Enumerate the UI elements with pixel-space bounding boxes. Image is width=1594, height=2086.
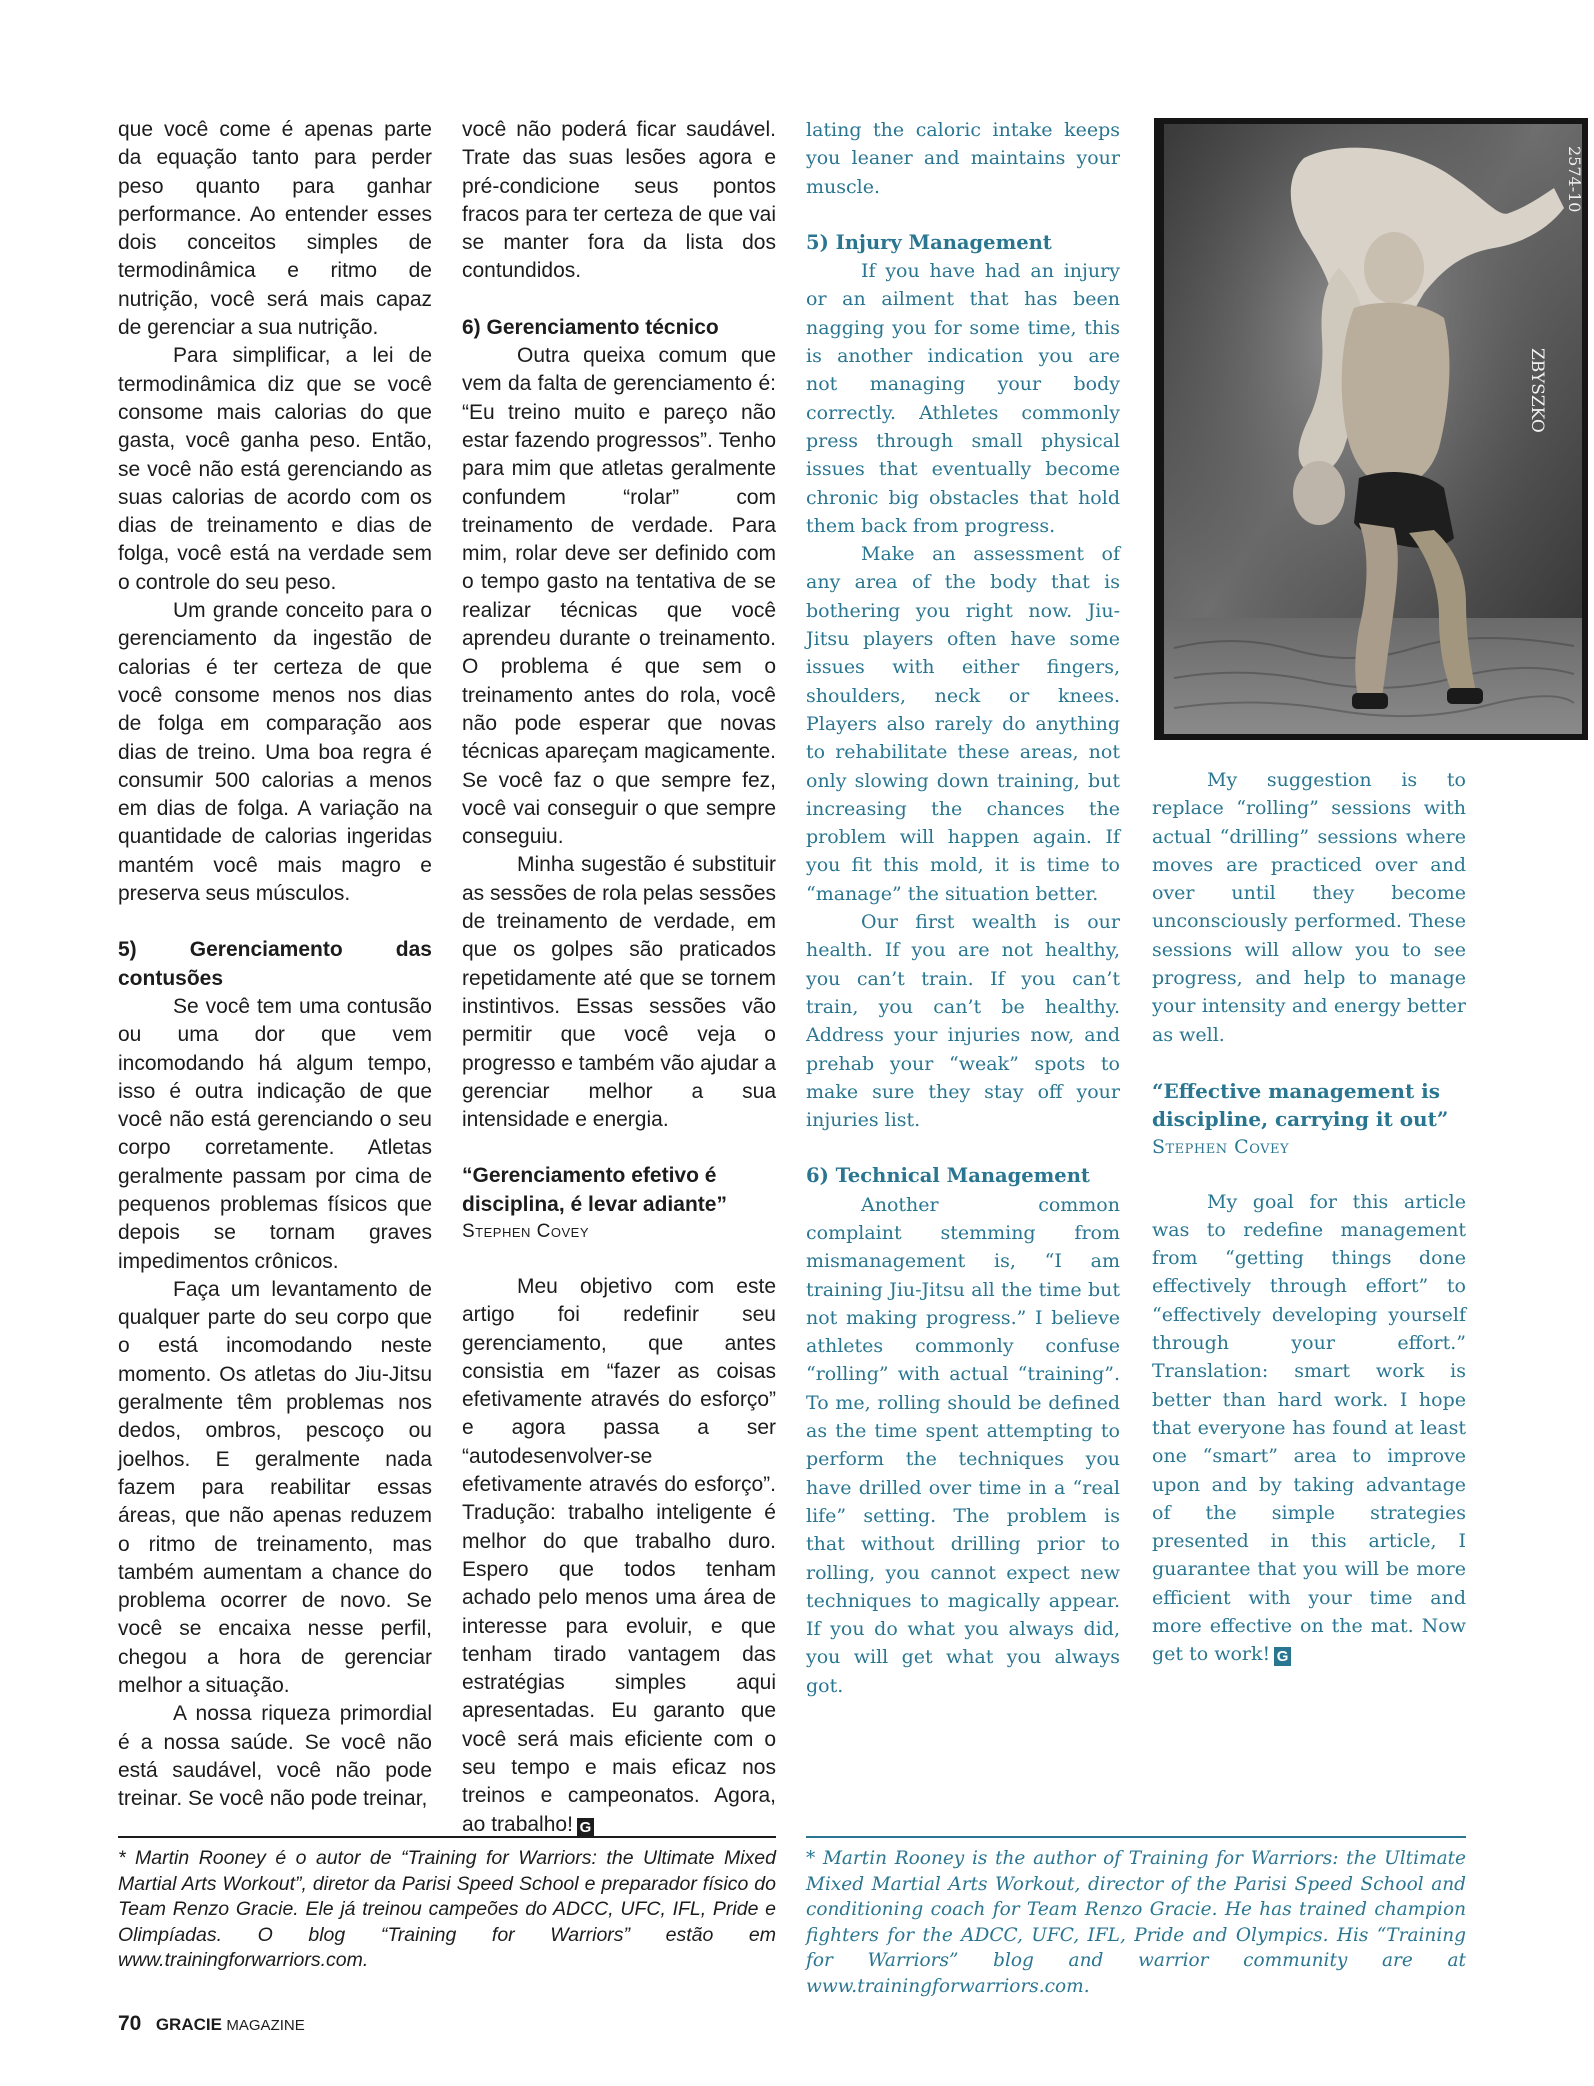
section-heading-injury-pt: 5) Gerenciamento das contusões xyxy=(118,938,432,990)
paragraph-text: My goal for this article was to redefine management from “getting things done effectively through effort” to “effectively developing yourself through your effort.” Translation: smart work is better than hard work. I hope that everyone has found at least one “smart” area to improve upon and by taking advantage of the simple strategies presented in this article, I guarantee that you will be more efficient with your time and more effective on the mat. Now get to work! xyxy=(1152,1190,1466,1666)
paragraph: Minha sugestão é substituir as sessões de rola pelas sessões de treinamento de verdade, em que os golpes são praticados repetidamente até que se tornem instintivos. Essas sessões vão permitir que você veja o progresso e também vão ajudar a gerenciar melhor a sua intensidade e energia. xyxy=(462,853,777,1132)
pull-quote-en: “Effective management is discipline, carrying it out” xyxy=(1152,1078,1449,1132)
paragraph xyxy=(462,1273,776,1839)
paragraph: Another common complaint stemming from mismanagement is, “I am training Jiu-Jitsu all the time but not making progress.” I believe athletes commonly confuse “rolling” with actual “training”. To me, rolling should be defined as the time spent attempting to perform the techniques you have drilled over time in a “real life” setting. The problem is that without drilling prior to rolling, you cannot expect new techniques to magically appear. If you do what you always did, you will get what you always got. xyxy=(806,1193,1120,1697)
section-heading-technical-en: 6) Technical Management xyxy=(806,1164,1090,1188)
paragraph: Make an assessment of any area of the body that is bothering you right now. Jiu-Jitsu players often have some issues with either fingers, shoulders, neck or knees. Players also rarely do anything to rehabilitate these areas, not only slowing down training, but increasing the chances the problem will happen again. If you fit this mold, it is time to “manage” the situation better. xyxy=(806,543,1120,905)
magazine-name-rest: MAGAZINE xyxy=(226,2017,305,2034)
paragraph: Para simplificar, a lei de termodinâmica diz que se você consome mais calorias do que gasta, você ganha peso. Então, se você não está gerenciando as suas calorias de acordo com os dias de treinamento e dias de folga, você está na verdade sem o controle do seu peso. xyxy=(118,344,432,594)
paragraph: que você come é apenas parte da equação tanto para perder peso quanto para ganhar performance. Ao entender esses dois conceitos simples de termodinâmica e ritmo de nutrição, você será mais capaz de gerenciar a sua nutrição. xyxy=(118,118,432,340)
column-en-1 xyxy=(806,116,1120,1700)
paragraph xyxy=(1152,1188,1466,1669)
photo-annotation: 2574-10 xyxy=(1565,146,1584,213)
paragraph: lating the caloric intake keeps you leaner and maintains your muscle. xyxy=(806,119,1120,198)
paragraph: Our first wealth is our health. If you are not healthy, you can’t train. If you can’t train, you can’t be healthy. Address your injuries now, and prehab your “weak” spots to make sure they stay off your injuries list. xyxy=(806,911,1120,1132)
wrestlers-image xyxy=(1154,118,1588,740)
paragraph: My suggestion is to replace “rolling” sessions with actual “drilling” sessions where moves are practiced over and over until they become unconsciously performed. These sessions will allow you to see progress, and help to manage your intensity and energy better as well. xyxy=(1152,769,1466,1046)
section-heading-injury-en: 5) Injury Management xyxy=(806,230,1052,254)
column-en-2 xyxy=(1152,766,1466,1669)
paragraph: If you have had an injury or an ailment that has been nagging you for some time, this is another indication you are not managing your body correctly. Athletes commonly press through small physical issues that eventually become chronic big obstacles that hold them back from progress. xyxy=(806,260,1120,537)
quote-author: Stephen Covey xyxy=(1152,1135,1290,1158)
gracie-end-mark-icon: G xyxy=(1274,1647,1291,1666)
pull-quote-pt: “Gerenciamento efetivo é disciplina, é levar adiante” xyxy=(462,1164,727,1216)
magazine-name xyxy=(156,2017,305,2034)
section-heading-technical-pt: 6) Gerenciamento técnico xyxy=(462,315,719,339)
paragraph: você não poderá ficar saudável. Trate das suas lesões agora e pré-condicione seus pontos fracos para ter certeza de que vai se manter fora da lista dos contundidos. xyxy=(462,118,776,283)
column-pt-2 xyxy=(462,116,776,1839)
column-pt-1 xyxy=(118,116,432,1814)
footnote-en: * Martin Rooney is the author of Training for Warriors: the Ultimate Mixed Martial Arts Workout, director of the Parisi Speed School and conditioning coach for Team Renzo Gracie. He has trained champion fighters for the ADCC, UFC, IFL, Pride and Olympics. His “Training for Warriors” blog and warrior community are at www.trainingforwarriors.com. xyxy=(806,1836,1466,1999)
paragraph: Um grande conceito para o gerenciamento da ingestão de calorias é ter certeza de que você consome menos nos dias de folga em comparação aos dias de treino. Uma boa regra é consumir 500 calorias a menos em dias de folga. A variação na quantidade de calorias ingeridas mantém você mais magro e preserva seus músculos. xyxy=(118,599,432,906)
paragraph: A nossa riqueza primordial é a nossa saúde. Se você não está saudável, você não pode treinar. Se você não pode treinar, xyxy=(118,1702,432,1811)
paragraph: Outra queixa comum que vem da falta de gerenciamento é: “Eu treino muito e pareço não estar fazendo progressos”. Tenho para mim que atletas geralmente confundem “rolar” com treinamento de verdade. Para mim, rolar deve ser definido com o tempo gasto na tentativa de se realizar técnicas que você aprendeu durante o treinamento. O problema é que sem o treinamento antes do rola, você não pode esperar que novas técnicas apareçam magicamente. Se você faz o que sempre fez, você vai conseguir o que sempre conseguiu. xyxy=(462,344,776,849)
gracie-end-mark-icon: G xyxy=(577,1818,594,1837)
paragraph-text: Meu objetivo com este artigo foi redefinir seu gerenciamento, que antes consistia em “fazer as coisas efetivamente através do esforço” e agora passa a ser “autodesenvolver-se efetivamente através do esforço”. Tradução: trabalho inteligente é melhor do que trabalho duro. Espero que todos tenham achado pelo menos uma área de interesse para evoluir, e que tenham tirado vantagem das estratégias simples aqui apresentadas. Eu garanto que você será mais eficiente com o seu tempo e mais eficaz nos treinos e campeonatos. Agora, ao trabalho! xyxy=(462,1274,776,1836)
paragraph: Faça um levantamento de qualquer parte do seu corpo que o está incomodando neste momento. Os atletas do Jiu-Jitsu geralmente têm problemas nos dedos, ombros, pescoço ou joelhos. E geralmente nada fazem para reabilitar essas áreas, que não apenas reduzem o ritmo de treinamento, mas também aumentam a chance do problema ocorrer de novo. Se você se encaixa nesse perfil, chegou a hora de gerenciar melhor a situação. xyxy=(118,1277,432,1698)
footnote-pt: * Martin Rooney é o autor de “Training for Warriors: the Ultimate Mixed Martial Arts Workout”, diretor da Parisi Speed School e preparador físico do Team Renzo Gracie. Ele já treinou campeões do ADCC, UFC, IFL, Pride e Olimpíadas. O blog “Training for Warriors” estão em www.trainingforwarriors.com. xyxy=(118,1836,776,1974)
paragraph: Se você tem uma contusão ou uma dor que vem incomodando há algum tempo, isso é outra indicação de que você não está gerenciando o seu corpo corretamente. Atletas geralmente passam por cima de pequenos problemas físicos que depois se tornam graves impedimentos crônicos. xyxy=(118,994,432,1273)
page-number: 70 xyxy=(118,2012,142,2035)
wrestling-photo xyxy=(1154,118,1588,740)
page-footer xyxy=(118,2012,305,2036)
quote-author: Stephen Covey xyxy=(462,1220,590,1242)
photo-caption: ZBYSZKO xyxy=(1527,348,1547,433)
magazine-name-bold: GRACIE xyxy=(155,2015,222,2034)
